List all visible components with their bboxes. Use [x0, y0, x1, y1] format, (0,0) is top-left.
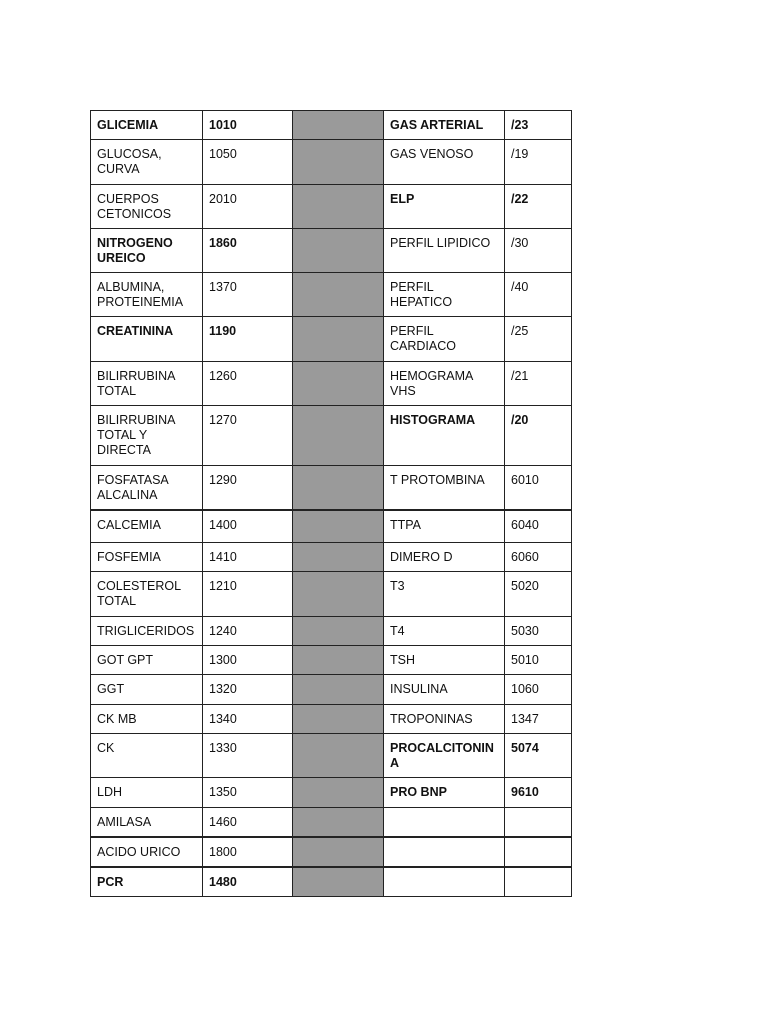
spacer-cell [293, 571, 384, 616]
right-test-name-cell: PRO BNP [384, 777, 505, 807]
right-test-name-cell: PERFIL CARDIACO [384, 317, 505, 362]
right-test-name-cell: PERFIL LIPIDICO [384, 229, 505, 273]
left-test-code-cell: 1290 [203, 466, 293, 511]
right-test-code-cell: 5030 [505, 616, 572, 645]
left-test-code-cell: 1860 [203, 229, 293, 273]
right-test-code-cell: 6060 [505, 542, 572, 571]
lab-codes-table-body [91, 111, 572, 897]
left-test-name-cell: FOSFATASA ALCALINA [91, 466, 203, 511]
spacer-cell [293, 777, 384, 807]
right-test-code-cell [505, 867, 572, 897]
left-test-code-cell: 1410 [203, 542, 293, 571]
right-test-code-cell: /25 [505, 317, 572, 362]
spacer-cell [293, 542, 384, 571]
left-test-code-cell: 1340 [203, 704, 293, 733]
left-test-code-cell: 1370 [203, 273, 293, 317]
right-test-code-cell: /21 [505, 362, 572, 406]
right-test-code-cell: 9610 [505, 777, 572, 807]
right-test-code-cell: 6010 [505, 466, 572, 511]
left-test-code-cell: 1460 [203, 807, 293, 837]
left-test-name-cell: GLUCOSA, CURVA [91, 140, 203, 185]
left-test-code-cell: 1240 [203, 616, 293, 645]
left-test-code-cell: 1480 [203, 867, 293, 897]
left-test-code-cell: 1190 [203, 317, 293, 362]
spacer-cell [293, 837, 384, 867]
spacer-cell [293, 273, 384, 317]
right-test-code-cell: 5074 [505, 733, 572, 777]
table-row [91, 185, 572, 229]
left-test-code-cell: 1300 [203, 645, 293, 674]
right-test-code-cell: /22 [505, 185, 572, 229]
table-row [91, 229, 572, 273]
spacer-cell [293, 229, 384, 273]
right-test-name-cell: INSULINA [384, 674, 505, 704]
right-test-code-cell: 6040 [505, 510, 572, 542]
table-row [91, 571, 572, 616]
right-test-name-cell: T PROTOMBINA [384, 466, 505, 511]
left-test-name-cell: CK [91, 733, 203, 777]
left-test-code-cell: 1010 [203, 111, 293, 140]
table-row [91, 807, 572, 837]
right-test-code-cell [505, 837, 572, 867]
left-test-name-cell: ALBUMINA, PROTEINEMIA [91, 273, 203, 317]
table-row [91, 837, 572, 867]
right-test-name-cell: HEMOGRAMA VHS [384, 362, 505, 406]
spacer-cell [293, 406, 384, 466]
right-test-name-cell: PROCALCITONINA [384, 733, 505, 777]
left-test-name-cell: AMILASA [91, 807, 203, 837]
right-test-name-cell: GAS VENOSO [384, 140, 505, 185]
spacer-cell [293, 645, 384, 674]
left-test-name-cell: CALCEMIA [91, 510, 203, 542]
right-test-code-cell: /20 [505, 406, 572, 466]
table-row [91, 317, 572, 362]
table-row [91, 406, 572, 466]
table-row [91, 273, 572, 317]
right-test-name-cell: GAS ARTERIAL [384, 111, 505, 140]
left-test-code-cell: 1270 [203, 406, 293, 466]
right-test-name-cell [384, 867, 505, 897]
spacer-cell [293, 704, 384, 733]
right-test-name-cell: TTPA [384, 510, 505, 542]
table-row [91, 510, 572, 542]
spacer-cell [293, 185, 384, 229]
right-test-name-cell: DIMERO D [384, 542, 505, 571]
spacer-cell [293, 317, 384, 362]
right-test-code-cell: 1347 [505, 704, 572, 733]
left-test-code-cell: 1400 [203, 510, 293, 542]
table-row [91, 733, 572, 777]
table-row [91, 674, 572, 704]
right-test-name-cell: TSH [384, 645, 505, 674]
right-test-code-cell [505, 807, 572, 837]
right-test-code-cell: /40 [505, 273, 572, 317]
table-row [91, 542, 572, 571]
left-test-name-cell: LDH [91, 777, 203, 807]
spacer-cell [293, 466, 384, 511]
table-row [91, 704, 572, 733]
right-test-name-cell: PERFIL HEPATICO [384, 273, 505, 317]
left-test-name-cell: CUERPOS CETONICOS [91, 185, 203, 229]
left-test-name-cell: TRIGLICERIDOS [91, 616, 203, 645]
left-test-name-cell: COLESTEROL TOTAL [91, 571, 203, 616]
left-test-name-cell: BILIRRUBINA TOTAL Y DIRECTA [91, 406, 203, 466]
table-row [91, 616, 572, 645]
spacer-cell [293, 867, 384, 897]
left-test-code-cell: 1350 [203, 777, 293, 807]
right-test-code-cell: 5010 [505, 645, 572, 674]
spacer-cell [293, 510, 384, 542]
left-test-name-cell: ACIDO URICO [91, 837, 203, 867]
lab-codes-table [90, 110, 572, 897]
right-test-name-cell: ELP [384, 185, 505, 229]
left-test-name-cell: GGT [91, 674, 203, 704]
right-test-code-cell: /19 [505, 140, 572, 185]
left-test-code-cell: 1330 [203, 733, 293, 777]
right-test-code-cell: 5020 [505, 571, 572, 616]
left-test-code-cell: 1800 [203, 837, 293, 867]
spacer-cell [293, 807, 384, 837]
spacer-cell [293, 616, 384, 645]
table-row [91, 466, 572, 511]
spacer-cell [293, 674, 384, 704]
left-test-code-cell: 1260 [203, 362, 293, 406]
table-row [91, 867, 572, 897]
left-test-name-cell: FOSFEMIA [91, 542, 203, 571]
table-row [91, 645, 572, 674]
right-test-name-cell [384, 837, 505, 867]
spacer-cell [293, 111, 384, 140]
right-test-name-cell [384, 807, 505, 837]
left-test-name-cell: GOT GPT [91, 645, 203, 674]
right-test-name-cell: TROPONINAS [384, 704, 505, 733]
left-test-name-cell: CREATININA [91, 317, 203, 362]
spacer-cell [293, 362, 384, 406]
right-test-name-cell: T4 [384, 616, 505, 645]
right-test-name-cell: T3 [384, 571, 505, 616]
left-test-name-cell: BILIRRUBINA TOTAL [91, 362, 203, 406]
table-row [91, 111, 572, 140]
left-test-name-cell: GLICEMIA [91, 111, 203, 140]
left-test-name-cell: CK MB [91, 704, 203, 733]
table-row [91, 777, 572, 807]
right-test-code-cell: /23 [505, 111, 572, 140]
left-test-name-cell: PCR [91, 867, 203, 897]
table-row [91, 140, 572, 185]
left-test-code-cell: 1210 [203, 571, 293, 616]
spacer-cell [293, 140, 384, 185]
left-test-name-cell: NITROGENO UREICO [91, 229, 203, 273]
right-test-code-cell: /30 [505, 229, 572, 273]
right-test-code-cell: 1060 [505, 674, 572, 704]
spacer-cell [293, 733, 384, 777]
left-test-code-cell: 1320 [203, 674, 293, 704]
left-test-code-cell: 2010 [203, 185, 293, 229]
left-test-code-cell: 1050 [203, 140, 293, 185]
table-row [91, 362, 572, 406]
right-test-name-cell: HISTOGRAMA [384, 406, 505, 466]
